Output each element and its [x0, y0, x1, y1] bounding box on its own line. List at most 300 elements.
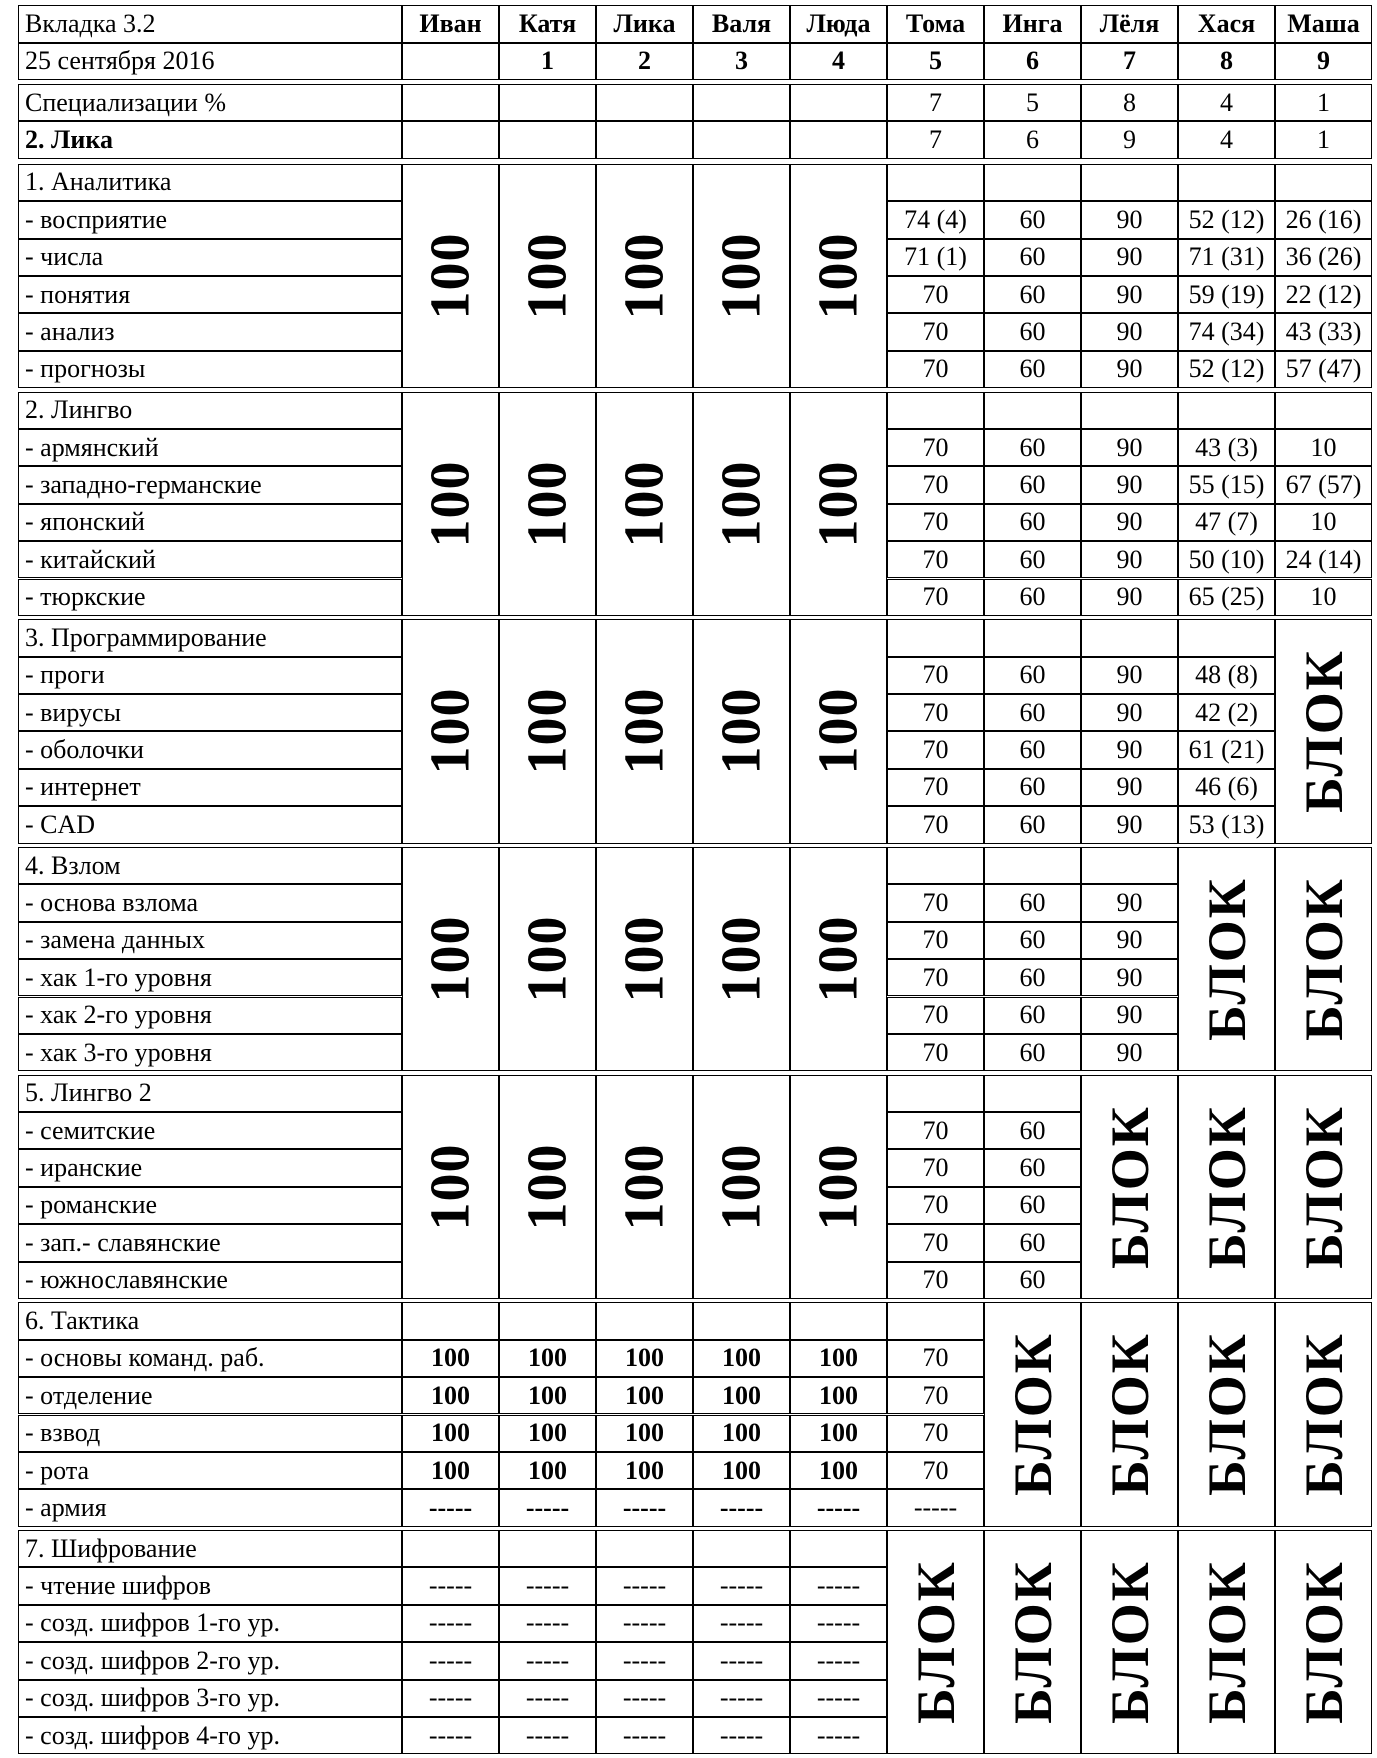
score-cell: 100	[402, 1340, 499, 1377]
score-cell: 47 (7)	[1178, 504, 1275, 541]
score-100-block	[596, 619, 693, 843]
score-cell: 100	[499, 1340, 596, 1377]
score-cell: -----	[790, 1567, 887, 1604]
score-cell: 43 (33)	[1275, 313, 1372, 350]
score-cell: 60	[984, 657, 1081, 694]
score-cell: -----	[790, 1489, 887, 1526]
score-100-block	[790, 847, 887, 1071]
score-cell: 70	[887, 1034, 984, 1071]
score-cell: 74 (34)	[1178, 313, 1275, 350]
score-cell: 100	[499, 1452, 596, 1489]
score-cell: 70	[887, 884, 984, 921]
section-title: 6. Тактика	[18, 1302, 402, 1339]
column-name-2: Лика	[596, 5, 693, 43]
score-cell: -----	[693, 1605, 790, 1642]
empty-cell	[499, 1530, 596, 1567]
score-cell: 70	[887, 1224, 984, 1261]
score-cell: 60	[984, 1149, 1081, 1186]
score-cell: 70	[887, 694, 984, 731]
score-cell: 90	[1081, 1034, 1178, 1071]
score-100-block	[693, 392, 790, 616]
skill-label: - созд. шифров 2-го ур.	[18, 1642, 402, 1679]
skill-label: - замена данных	[18, 922, 402, 959]
row-lika-label: 2. Лика	[18, 121, 402, 158]
row-lika-value-1	[499, 121, 596, 158]
score-100-block-text: 100	[613, 687, 676, 775]
score-cell: 90	[1081, 997, 1178, 1034]
blocked-cell-text: БЛОК	[1099, 1104, 1160, 1269]
score-100-block-text: 100	[516, 915, 579, 1003]
blocked-cell	[1081, 1075, 1178, 1299]
tab-title: Вкладка 3.2	[18, 5, 402, 43]
score-cell: 70	[887, 579, 984, 616]
column-name-5: Тома	[887, 5, 984, 43]
score-cell: 70	[887, 1149, 984, 1186]
blocked-cell	[1275, 1302, 1372, 1526]
score-cell: 74 (4)	[887, 201, 984, 238]
skill-label: - иранские	[18, 1149, 402, 1186]
column-number-1: 1	[499, 43, 596, 81]
score-100-block-text: 100	[419, 687, 482, 775]
blocked-cell-text: БЛОК	[1099, 1332, 1160, 1497]
score-cell: 60	[984, 239, 1081, 276]
score-cell: -----	[402, 1717, 499, 1754]
score-cell: 70	[887, 504, 984, 541]
spec-value-7: 8	[1081, 84, 1178, 121]
score-cell: 70	[887, 429, 984, 466]
empty-cell	[887, 392, 984, 429]
row-lika-value-0	[402, 121, 499, 158]
score-cell: 100	[402, 1415, 499, 1452]
score-100-block	[499, 1075, 596, 1299]
score-cell: 70	[887, 1452, 984, 1489]
skill-label: - восприятие	[18, 201, 402, 238]
skill-label: - взвод	[18, 1415, 402, 1452]
score-cell: 60	[984, 997, 1081, 1034]
score-cell: 70	[887, 1340, 984, 1377]
score-cell: 60	[984, 1224, 1081, 1261]
score-100-block-text: 100	[807, 687, 870, 775]
score-100-block	[693, 1075, 790, 1299]
score-cell: 70	[887, 1415, 984, 1452]
score-cell: -----	[693, 1642, 790, 1679]
score-cell: 100	[790, 1377, 887, 1414]
score-100-block	[596, 847, 693, 1071]
score-cell: 55 (15)	[1178, 466, 1275, 503]
skill-label: - анализ	[18, 313, 402, 350]
empty-cell	[984, 392, 1081, 429]
score-cell: 100	[693, 1340, 790, 1377]
column-number-4: 4	[790, 43, 887, 81]
score-cell: 60	[984, 959, 1081, 996]
spec-value-2	[596, 84, 693, 121]
score-cell: -----	[499, 1680, 596, 1717]
empty-cell	[1275, 392, 1372, 429]
score-cell: -----	[790, 1605, 887, 1642]
row-lika-value-9: 1	[1275, 121, 1372, 158]
skill-label: - основа взлома	[18, 884, 402, 921]
section-title: 4. Взлом	[18, 847, 402, 884]
score-cell: 100	[790, 1340, 887, 1377]
column-name-0: Иван	[402, 5, 499, 43]
score-100-block-text: 100	[710, 460, 773, 548]
score-cell: 60	[984, 731, 1081, 768]
score-cell: 70	[887, 922, 984, 959]
score-cell: 60	[984, 466, 1081, 503]
score-100-block	[499, 619, 596, 843]
score-cell: -----	[596, 1717, 693, 1754]
score-cell: -----	[790, 1680, 887, 1717]
score-cell: 90	[1081, 579, 1178, 616]
blocked-cell-text: БЛОК	[1002, 1332, 1063, 1497]
score-cell: 100	[499, 1415, 596, 1452]
column-number-0	[402, 43, 499, 81]
score-cell: -----	[596, 1680, 693, 1717]
score-cell: -----	[887, 1489, 984, 1526]
score-cell: 60	[984, 579, 1081, 616]
score-cell: 100	[790, 1415, 887, 1452]
score-cell: 70	[887, 1187, 984, 1224]
spec-value-0	[402, 84, 499, 121]
score-cell: 90	[1081, 657, 1178, 694]
score-cell: 60	[984, 504, 1081, 541]
score-cell: 60	[984, 922, 1081, 959]
score-100-block-text: 100	[419, 915, 482, 1003]
skill-label: - китайский	[18, 541, 402, 578]
score-cell: 60	[984, 884, 1081, 921]
score-100-block	[402, 1075, 499, 1299]
score-cell: 70	[887, 806, 984, 843]
blocked-cell	[984, 1302, 1081, 1526]
empty-cell	[693, 1302, 790, 1339]
score-cell: 90	[1081, 731, 1178, 768]
score-cell: 70	[887, 313, 984, 350]
score-100-block-text: 100	[807, 232, 870, 320]
column-name-9: Маша	[1275, 5, 1372, 43]
score-cell: 60	[984, 201, 1081, 238]
score-100-block-text: 100	[516, 460, 579, 548]
score-100-block	[693, 164, 790, 388]
empty-cell	[1178, 164, 1275, 201]
score-100-block	[596, 392, 693, 616]
section-title: 7. Шифрование	[18, 1530, 402, 1567]
score-cell: -----	[693, 1717, 790, 1754]
score-cell: -----	[790, 1717, 887, 1754]
score-100-block	[596, 164, 693, 388]
row-lika-value-5: 7	[887, 121, 984, 158]
row-lika-value-8: 4	[1178, 121, 1275, 158]
empty-cell	[596, 1530, 693, 1567]
score-cell: -----	[596, 1489, 693, 1526]
spec-value-9: 1	[1275, 84, 1372, 121]
score-cell: 60	[984, 769, 1081, 806]
score-100-block-text: 100	[516, 232, 579, 320]
empty-cell	[499, 1302, 596, 1339]
score-cell: 57 (47)	[1275, 351, 1372, 388]
score-cell: -----	[402, 1642, 499, 1679]
score-cell: 100	[693, 1377, 790, 1414]
empty-cell	[887, 1302, 984, 1339]
spec-value-4	[790, 84, 887, 121]
score-100-block-text: 100	[516, 687, 579, 775]
skill-label: - числа	[18, 239, 402, 276]
skill-label: - рота	[18, 1452, 402, 1489]
score-cell: 90	[1081, 694, 1178, 731]
score-100-block	[499, 164, 596, 388]
score-cell: 60	[984, 1112, 1081, 1149]
empty-cell	[1081, 392, 1178, 429]
section-title: 1. Аналитика	[18, 164, 402, 201]
score-cell: 100	[790, 1452, 887, 1489]
skill-label: - тюркские	[18, 579, 402, 616]
score-cell: 61 (21)	[1178, 731, 1275, 768]
score-100-block-text: 100	[807, 1143, 870, 1231]
score-cell: 60	[984, 1034, 1081, 1071]
blocked-cell-text: БЛОК	[1099, 1560, 1160, 1725]
skill-label: - созд. шифров 1-го ур.	[18, 1605, 402, 1642]
score-100-block-text: 100	[419, 1143, 482, 1231]
score-cell: 10	[1275, 579, 1372, 616]
skill-label: - армянский	[18, 429, 402, 466]
score-cell: 10	[1275, 429, 1372, 466]
score-cell: 90	[1081, 466, 1178, 503]
blocked-cell	[1275, 1075, 1372, 1299]
column-name-3: Валя	[693, 5, 790, 43]
column-number-9: 9	[1275, 43, 1372, 81]
score-cell: 52 (12)	[1178, 351, 1275, 388]
score-cell: 70	[887, 1377, 984, 1414]
score-cell: 100	[596, 1415, 693, 1452]
score-100-block-text: 100	[613, 1143, 676, 1231]
skill-label: - вирусы	[18, 694, 402, 731]
row-lika-value-6: 6	[984, 121, 1081, 158]
row-lika-value-3	[693, 121, 790, 158]
skill-label: - прогнозы	[18, 351, 402, 388]
score-cell: 100	[693, 1415, 790, 1452]
skill-label: - армия	[18, 1489, 402, 1526]
score-100-block	[790, 164, 887, 388]
score-cell: 90	[1081, 769, 1178, 806]
score-cell: 100	[402, 1377, 499, 1414]
score-100-block-text: 100	[710, 232, 773, 320]
score-cell: 90	[1081, 276, 1178, 313]
score-100-block	[790, 1075, 887, 1299]
blocked-cell	[1178, 1530, 1275, 1754]
blocked-cell	[1178, 1302, 1275, 1526]
score-100-block-text: 100	[710, 687, 773, 775]
skill-label: - хак 1-го уровня	[18, 959, 402, 996]
spec-value-3	[693, 84, 790, 121]
score-cell: 90	[1081, 239, 1178, 276]
score-cell: 22 (12)	[1275, 276, 1372, 313]
score-cell: 70	[887, 466, 984, 503]
column-number-6: 6	[984, 43, 1081, 81]
skill-label: - понятия	[18, 276, 402, 313]
score-cell: 59 (19)	[1178, 276, 1275, 313]
empty-cell	[984, 847, 1081, 884]
score-cell: 48 (8)	[1178, 657, 1275, 694]
score-cell: 50 (10)	[1178, 541, 1275, 578]
score-cell: 90	[1081, 806, 1178, 843]
score-cell: 90	[1081, 351, 1178, 388]
score-cell: -----	[402, 1567, 499, 1604]
skill-label: - отделение	[18, 1377, 402, 1414]
score-cell: 70	[887, 657, 984, 694]
empty-cell	[1081, 619, 1178, 656]
score-cell: -----	[693, 1567, 790, 1604]
blocked-cell	[1178, 1075, 1275, 1299]
score-cell: 70	[887, 731, 984, 768]
skill-label: - оболочки	[18, 731, 402, 768]
skill-label: - японский	[18, 504, 402, 541]
score-100-block-text: 100	[710, 915, 773, 1003]
score-cell: 52 (12)	[1178, 201, 1275, 238]
score-cell: -----	[499, 1605, 596, 1642]
score-cell: 100	[402, 1452, 499, 1489]
score-100-block-text: 100	[807, 915, 870, 1003]
row-lika-value-4	[790, 121, 887, 158]
blocked-cell-text: БЛОК	[1002, 1560, 1063, 1725]
score-cell: 53 (13)	[1178, 806, 1275, 843]
score-cell: 71 (1)	[887, 239, 984, 276]
score-100-block-text: 100	[613, 460, 676, 548]
empty-cell	[1275, 164, 1372, 201]
blocked-cell-text: БЛОК	[1196, 877, 1257, 1041]
column-name-7: Лёля	[1081, 5, 1178, 43]
score-cell: 67 (57)	[1275, 466, 1372, 503]
skill-label: - проги	[18, 657, 402, 694]
row-lika-value-2	[596, 121, 693, 158]
empty-cell	[984, 619, 1081, 656]
empty-cell	[887, 164, 984, 201]
score-cell: 60	[984, 1262, 1081, 1299]
skill-label: - хак 3-го уровня	[18, 1034, 402, 1071]
spec-value-1	[499, 84, 596, 121]
score-cell: 60	[984, 1187, 1081, 1224]
score-cell: 60	[984, 806, 1081, 843]
score-cell: 65 (25)	[1178, 579, 1275, 616]
skill-label: - романские	[18, 1187, 402, 1224]
score-cell: 70	[887, 1112, 984, 1149]
column-name-6: Инга	[984, 5, 1081, 43]
skill-label: - хак 2-го уровня	[18, 997, 402, 1034]
score-100-block	[402, 164, 499, 388]
blocked-cell-text: БЛОК	[1293, 649, 1354, 814]
empty-cell	[1178, 619, 1275, 656]
empty-cell	[1178, 392, 1275, 429]
blocked-cell	[1178, 847, 1275, 1071]
score-cell: 70	[887, 276, 984, 313]
column-number-7: 7	[1081, 43, 1178, 81]
score-cell: -----	[790, 1642, 887, 1679]
tab-date: 25 сентября 2016	[18, 43, 402, 81]
score-cell: 26 (16)	[1275, 201, 1372, 238]
score-100-block	[790, 392, 887, 616]
empty-cell	[887, 619, 984, 656]
score-cell: 42 (2)	[1178, 694, 1275, 731]
score-cell: 70	[887, 1262, 984, 1299]
score-100-block	[402, 392, 499, 616]
score-cell: -----	[499, 1489, 596, 1526]
blocked-cell	[984, 1530, 1081, 1754]
spec-label: Специализации %	[18, 84, 402, 121]
blocked-cell-text: БЛОК	[1293, 1104, 1354, 1269]
skill-label: - CAD	[18, 806, 402, 843]
score-cell: 100	[596, 1377, 693, 1414]
empty-cell	[984, 1075, 1081, 1112]
score-cell: -----	[499, 1717, 596, 1754]
score-100-block-text: 100	[613, 915, 676, 1003]
score-100-block-text: 100	[807, 460, 870, 548]
column-number-2: 2	[596, 43, 693, 81]
blocked-cell-text: БЛОК	[1293, 877, 1354, 1041]
blocked-cell	[1275, 619, 1372, 843]
skill-label: - чтение шифров	[18, 1567, 402, 1604]
score-cell: 70	[887, 997, 984, 1034]
score-cell: 100	[596, 1452, 693, 1489]
row-lika-value-7: 9	[1081, 121, 1178, 158]
blocked-cell	[1081, 1302, 1178, 1526]
score-cell: 60	[984, 276, 1081, 313]
score-100-block	[499, 847, 596, 1071]
score-cell: 43 (3)	[1178, 429, 1275, 466]
score-cell: 90	[1081, 313, 1178, 350]
score-100-block	[693, 847, 790, 1071]
blocked-cell-text: БЛОК	[1293, 1560, 1354, 1725]
score-cell: 90	[1081, 429, 1178, 466]
score-100-block-text: 100	[613, 232, 676, 320]
column-number-8: 8	[1178, 43, 1275, 81]
empty-cell	[402, 1302, 499, 1339]
score-100-block-text: 100	[419, 460, 482, 548]
blocked-cell	[1081, 1530, 1178, 1754]
score-100-block-text: 100	[516, 1143, 579, 1231]
score-cell: -----	[499, 1642, 596, 1679]
blocked-cell-text: БЛОК	[1196, 1560, 1257, 1725]
score-cell: -----	[596, 1642, 693, 1679]
skill-label: - южнославянские	[18, 1262, 402, 1299]
empty-cell	[402, 1530, 499, 1567]
blocked-cell-text: БЛОК	[1196, 1104, 1257, 1269]
empty-cell	[984, 164, 1081, 201]
score-cell: -----	[596, 1567, 693, 1604]
score-cell: 90	[1081, 541, 1178, 578]
empty-cell	[887, 1075, 984, 1112]
score-100-block	[402, 619, 499, 843]
score-100-block-text: 100	[710, 1143, 773, 1231]
score-cell: 90	[1081, 959, 1178, 996]
skill-label: - западно-германские	[18, 466, 402, 503]
score-100-block-text: 100	[419, 232, 482, 320]
score-cell: 90	[1081, 922, 1178, 959]
score-cell: 100	[499, 1377, 596, 1414]
column-number-3: 3	[693, 43, 790, 81]
score-cell: 36 (26)	[1275, 239, 1372, 276]
score-100-block	[693, 619, 790, 843]
score-cell: 70	[887, 541, 984, 578]
score-cell: 90	[1081, 504, 1178, 541]
column-name-8: Хася	[1178, 5, 1275, 43]
score-cell: -----	[402, 1605, 499, 1642]
skill-label: - семитские	[18, 1112, 402, 1149]
blocked-cell-text: БЛОК	[1293, 1332, 1354, 1497]
blocked-cell	[887, 1530, 984, 1754]
score-cell: 70	[887, 769, 984, 806]
score-cell: 60	[984, 429, 1081, 466]
spec-value-6: 5	[984, 84, 1081, 121]
empty-cell	[790, 1302, 887, 1339]
column-number-5: 5	[887, 43, 984, 81]
